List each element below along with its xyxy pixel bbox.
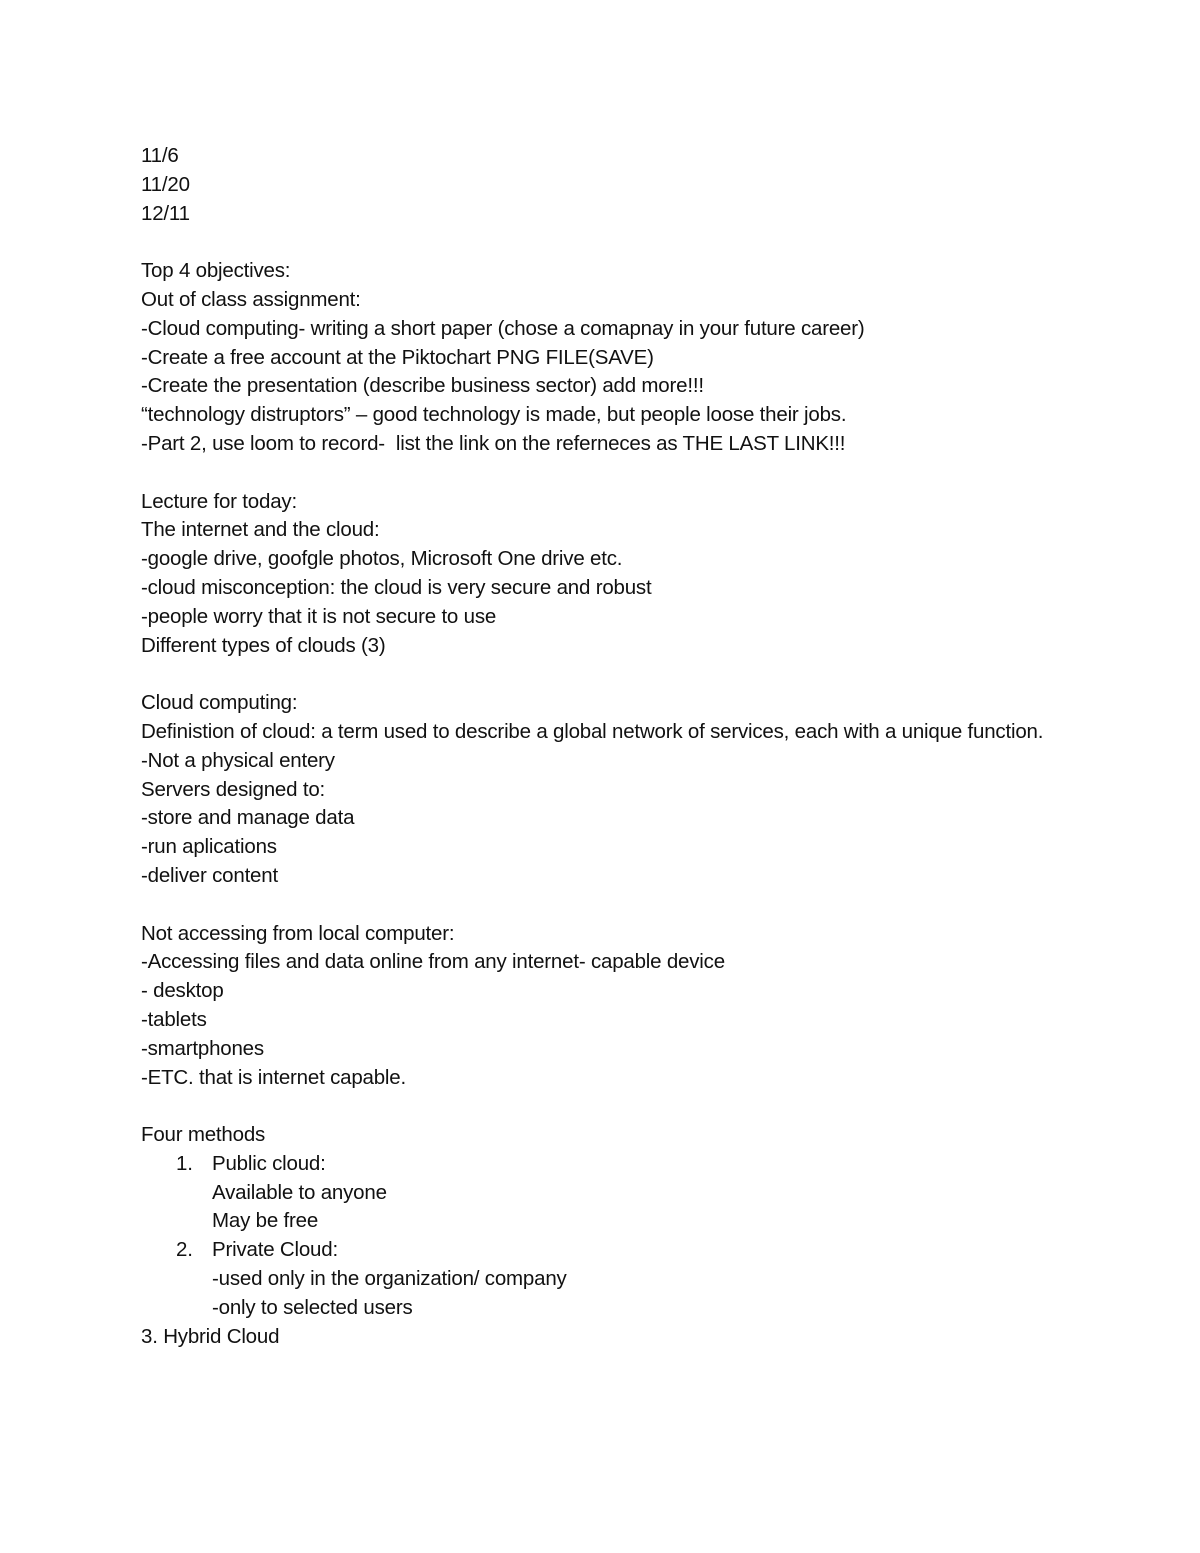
lecture-item: -people worry that it is not secure to use [141,604,497,628]
objective-item: “technology distruptors” – good technology is made, but people loose their jobs. [141,403,847,427]
local-access-item: -smartphones [141,1036,264,1060]
spacer [141,459,1101,488]
document-body [141,142,1101,1351]
method-detail: Available to anyone [212,1180,387,1204]
cloud-item: -Not a physical entery [141,748,335,772]
method-last-item: 3. Hybrid Cloud [141,1324,280,1348]
method-title: Public cloud: [212,1151,326,1175]
method-list-item [141,1150,1101,1179]
lecture-item: Different types of clouds (3) [141,633,386,657]
objective-item: -Cloud computing- writing a short paper (chose a comapnay in your future career) [141,316,865,340]
cloud-item: Servers designed to: [141,777,326,801]
date-line: 11/20 [141,172,190,196]
spacer [141,1092,1101,1121]
local-access-heading: Not accessing from local computer: [141,921,455,945]
local-access-item: -Accessing files and data online from any internet- capable device [141,950,725,974]
cloud-computing-heading: Cloud computing: [141,691,298,715]
objective-item: -Create a free account at the Piktochart PNG FILE(SAVE) [141,345,654,369]
method-detail: May be free [212,1209,319,1233]
method-title: Private Cloud: [212,1238,338,1262]
method-detail: -only to selected users [212,1295,413,1319]
assignment-heading: Out of class assignment: [141,287,361,311]
spacer [141,228,1101,257]
date-line: 11/6 [141,144,179,167]
spacer [141,891,1101,920]
lecture-heading: Lecture for today: [141,489,297,513]
objectives-heading: Top 4 objectives: [141,259,291,283]
objective-item: -Create the presentation (describe business sector) add more!!! [141,374,704,398]
lecture-item: -cloud misconception: the cloud is very secure and robust [141,575,652,599]
local-access-item: - desktop [141,979,224,1003]
cloud-item: -deliver content [141,863,278,887]
lecture-item: -google drive, goofgle photos, Microsoft One drive etc. [141,547,623,571]
local-access-item: -tablets [141,1007,207,1031]
method-detail: -used only in the organization/ company [212,1267,567,1291]
local-access-item: -ETC. that is internet capable. [141,1065,406,1089]
cloud-item: -run aplications [141,835,277,859]
methods-heading: Four methods [141,1123,266,1147]
spacer [141,660,1101,689]
date-line: 12/11 [141,201,190,225]
objective-item: -Part 2, use loom to record- list the link on the referneces as THE LAST LINK!!! [141,431,846,455]
lecture-subheading: The internet and the cloud: [141,518,380,542]
list-number: 1. [176,1151,193,1175]
method-list-item [141,1236,1101,1265]
cloud-item: -store and manage data [141,806,355,830]
list-number: 2. [176,1238,193,1262]
cloud-definition: Definistion of cloud: a term used to describe a global network of services, each with a unique function. [141,719,1044,743]
